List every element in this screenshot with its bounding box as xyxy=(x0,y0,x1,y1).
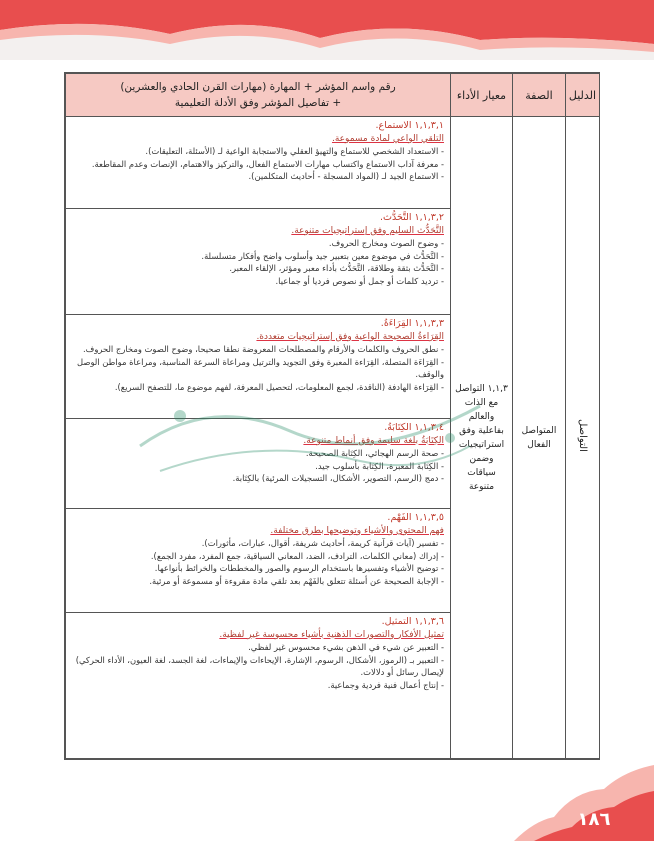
attribute-cell xyxy=(513,117,566,759)
section-code: ١,١,٣,٥ الفَهْم. xyxy=(387,512,444,523)
list-item: - التعبير بـ (الرموز، الأشكال، الرسوم، الإشارة، الإيحاءات والإيماءات، لغة الجسد، لغة العيون، الأداء الحركي) لإيصال رسائل أو دلالات. xyxy=(75,654,444,678)
list-item: - القِرَاءة الهادفة (الناقدة، لجمع المعلومات، لتحصيل المعرفة، لفهم موضوع ما، للتصفح السريع). xyxy=(114,381,444,392)
list-item: - ترديد كلمات أو جمل أو نصوص فرديا أو جماعيا. xyxy=(275,275,444,286)
attribute-text: المتواصل الفعال xyxy=(521,425,557,450)
top-banner xyxy=(0,0,654,60)
section-subtitle: فهم المحتوى والأشياء وتوضيحها بطرق مختلفة. xyxy=(270,525,444,536)
list-item: - صحة الرسم الهجائي، الكِتَابة الصحيحة. xyxy=(305,448,444,459)
list-item: - الاستماع الجيد لـ (المواد المسجلة - أحاديث المتكلمين). xyxy=(248,171,444,182)
table-row xyxy=(66,117,600,209)
header-standard: معيار الأداء xyxy=(451,74,513,117)
section-code: ١,١,٣,١ الاستماع. xyxy=(375,120,444,131)
list-item: - إنتاج أعمال فنية فردية وجماعية. xyxy=(327,679,444,690)
section-subtitle: التَّحَدُّث السليم وفق إستراتيجيات متنوعة. xyxy=(291,225,444,236)
list-item: - التَّحَدُّث بثقة وطلاقة، التَّحَدُّث بأداء معبر ومؤثر، الإلقاء المعبر. xyxy=(229,263,444,274)
section-speaking xyxy=(66,209,451,315)
section-subtitle: تمثيل الأفكار والتصورات الذهنية بأشياء محسوسة غير لفظية. xyxy=(219,629,444,640)
section-representation xyxy=(66,613,451,759)
list-item: - التَّحَدُّث في موضوع معين بتعبير جيد وأسلوب واضح وأفكار متسلسلة. xyxy=(201,250,444,261)
list-item: - معرفة آداب الاستماع واكتساب مهارات الاستماع الفعال، والتركيز والاهتمام، الإنصات وعدم المقاطعة. xyxy=(91,158,444,169)
list-item: - توضيح الأشياء وتفسيرها باستخدام الرسوم والصور والمخططات والخرائط بأنواعها. xyxy=(154,563,444,574)
table-header-row xyxy=(66,74,600,117)
section-reading xyxy=(66,315,451,419)
page-number: ١٨٦ xyxy=(577,809,611,830)
list-item: - نطق الحروف والكلمات والأرقام والمصطلحات المعروضة نطقا صحيحا، وضوح الصوت ومخارج الحروف. xyxy=(82,344,444,355)
standard-text: ١,١,٣ التواصل مع الذات والعالم بفاعلية وفق استراتيجيات وضمن سياقات متنوعة xyxy=(455,383,508,492)
header-indicator-line1: رقم واسم المؤشر + المهارة (مهارات القرن الحادي والعشرين) xyxy=(120,81,396,93)
header-guide: الدليل xyxy=(566,74,600,117)
guide-text: التواصل xyxy=(577,419,588,452)
list-item: - تفسير (آيات قرآنية كريمة، أحاديث شريفة، أقوال، عبارات، مأثورات). xyxy=(201,538,444,549)
section-understanding xyxy=(66,509,451,613)
list-item: - إدراك (معاني الكلمات، الترادف، الضد، المعاني السياقية، جمع المفرد، مفرد الجمع). xyxy=(150,550,444,561)
guide-cell xyxy=(566,117,600,759)
section-code: ١,١,٣,٢ التَّحَدُّث. xyxy=(380,212,444,223)
list-item: - دمج (الرسم، التصوير، الأشكال، التسجيلات المرئية) بالكِتَابة. xyxy=(232,473,444,484)
header-indicator-line2: + تفاصيل المؤشر وفق الأدلة التعليمية xyxy=(174,97,342,109)
header-attribute: الصفة xyxy=(513,74,566,117)
list-item: - الإجابة الصحيحة عن أسئلة تتعلق بالفَهْم بعد تلقي مادة مقروءة أو مسموعة أو مرئية. xyxy=(149,575,444,586)
header-indicator xyxy=(66,74,451,117)
section-subtitle: القِرَاءةُ الصحيحة الواعية وفق إستراتيجيات متعددة. xyxy=(256,331,444,342)
section-writing xyxy=(66,419,451,509)
section-code: ١,١,٣,٦ التمثيل. xyxy=(381,616,444,627)
standard-cell xyxy=(451,117,513,759)
list-item: - الكِتَابة المعبرة، الكِتَابة بأسلوب جيد. xyxy=(315,460,444,471)
section-subtitle: الكِتَابَةُ بلغة سليمة وفق أنماط متنوعة. xyxy=(303,435,444,446)
section-code: ١,١,٣,٤ الكِتَابَةُ. xyxy=(384,422,444,433)
list-item: - وضوح الصوت ومخارج الحروف. xyxy=(328,238,444,249)
list-item: - القِرَاءَة المتصلة، القِرَاءة المعبرة وفق التجويد والترتيل ومراعاة السرعة المناسبة، ومراعاة مواطن الوصل والوقف. xyxy=(76,356,444,380)
list-item: - التعبير عن شيء في الذهن بشيء محسوس غير لفظي. xyxy=(248,642,444,653)
standards-table xyxy=(64,72,600,760)
section-code: ١,١,٣,٣ القِرَاءَةُ. xyxy=(380,318,444,329)
list-item: - الاستعداد الشخصي للاستماع والتهيؤ العقلي والاستجابة الواعية لـ (الأسئلة، التعليقات). xyxy=(145,146,444,157)
section-listening xyxy=(66,117,451,209)
section-subtitle: التلقي الواعي لمادة مسموعة. xyxy=(331,133,444,144)
